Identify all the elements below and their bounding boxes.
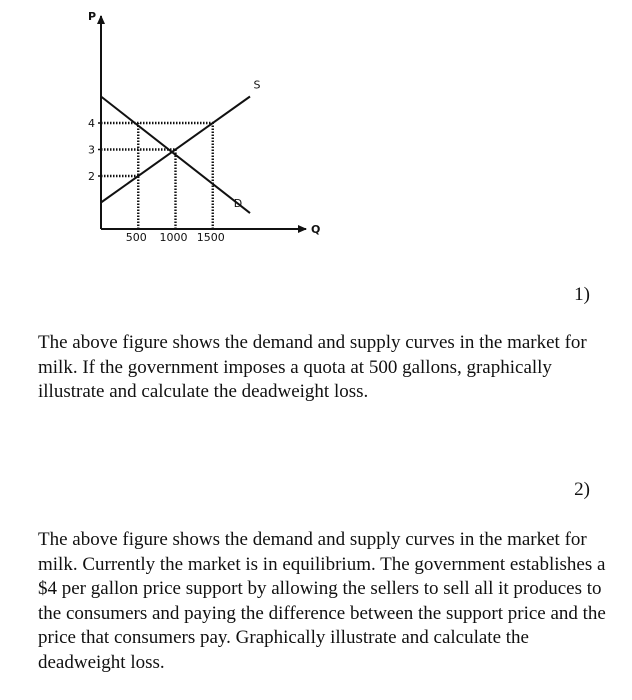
x-tick-label: 500 [125,231,147,244]
s-curve-label: S [253,78,261,92]
supply-demand-chart [0,0,340,260]
d-curve-label: D [233,197,243,211]
y-axis-label: P [87,10,97,23]
question-2-text: The above figure shows the demand and supply curves in the market for milk. Currently the market is in equilibrium. The government establishes a $4 per gallon price support by allowing the sellers to sell all it produces to the consumers and paying the difference between the support price and the price that consumers pay. Graphically illustrate and calculate the deadweight loss. [38,529,606,673]
question-1-number: 1) [574,284,590,305]
y-tick-label: 3 [88,143,95,157]
x-tick-label: 1500 [196,231,225,244]
y-tick-label: 2 [88,170,95,183]
question-2-number: 2) [574,479,590,500]
x-axis-label: Q [311,223,321,236]
question-1-text: The above figure shows the demand and supply curves in the market for milk. If the government imposes a quota at 500 gallons, graphically illustrate and calculate the deadweight loss. [38,332,587,402]
x-tick-label: 1000 [159,231,188,244]
y-tick-label: 4 [88,117,95,130]
